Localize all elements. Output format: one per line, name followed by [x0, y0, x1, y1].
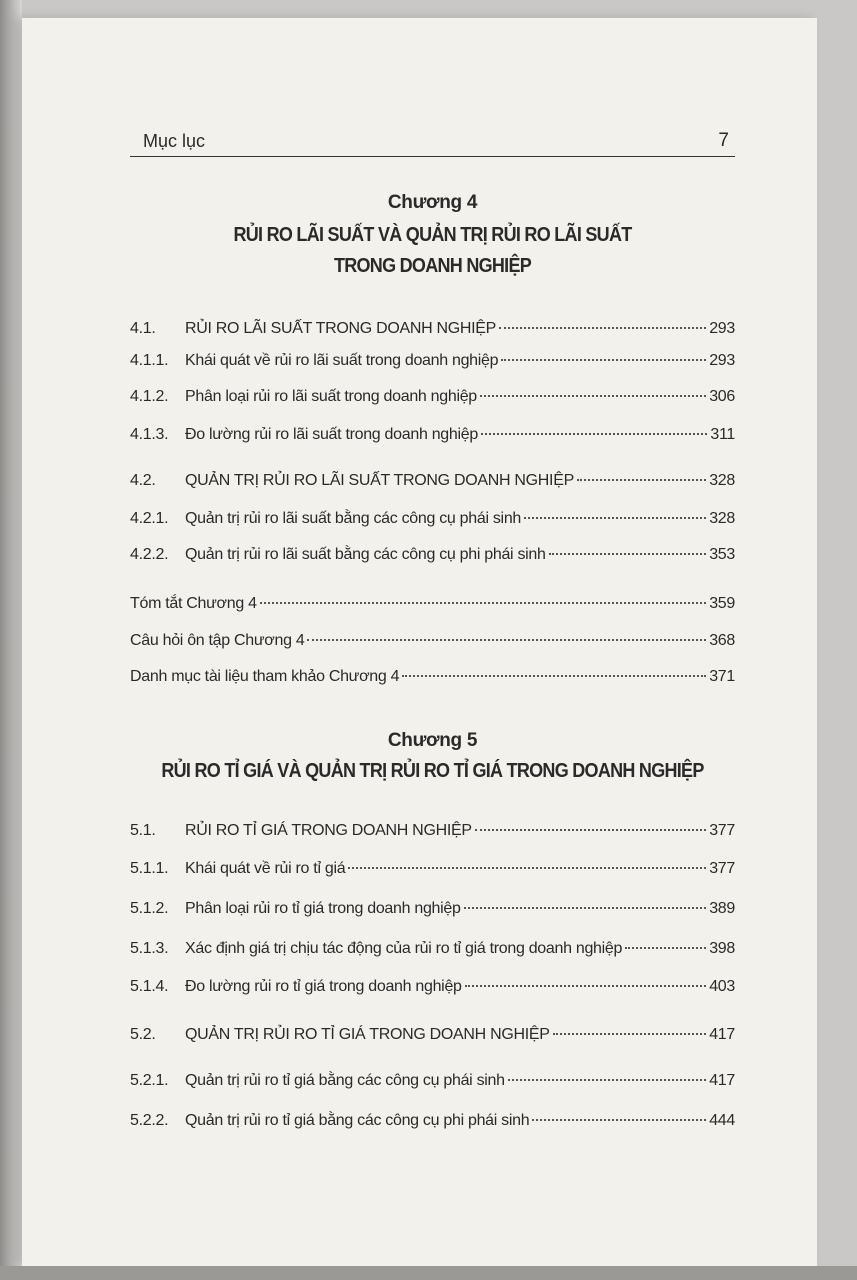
toc-entry	[130, 595, 735, 617]
toc-entry-title: Phân loại rủi ro tỉ giá trong doanh nghiệp	[185, 900, 461, 917]
toc-entry-title: Quản trị rủi ro lãi suất bằng các công cụ phái sinh	[185, 510, 522, 527]
toc-entry	[130, 940, 735, 962]
dot-leader	[508, 1079, 706, 1081]
running-header	[130, 118, 735, 157]
dot-leader	[475, 829, 706, 831]
toc-entry-page: 293	[709, 320, 735, 337]
toc-entry-page: 353	[709, 546, 735, 563]
toc-entry-page: 403	[709, 978, 735, 995]
toc-entry-number: 4.1.3.	[130, 426, 169, 443]
toc-entry	[130, 352, 735, 374]
toc-entry-number: 4.2.2.	[130, 546, 169, 563]
toc-entry	[130, 472, 735, 494]
toc-entry	[130, 822, 735, 844]
dot-leader	[348, 867, 706, 869]
toc-entry-page: 398	[709, 940, 735, 957]
dot-leader	[501, 359, 706, 361]
toc-entry-number: 5.2.1.	[130, 1072, 169, 1089]
toc-entry-title: Quản trị rủi ro lãi suất bằng các công cụ phi phái sinh	[185, 546, 546, 563]
dot-leader	[307, 639, 706, 641]
toc-entry-title: Quản trị rủi ro tỉ giá bằng các công cụ phi phái sinh	[185, 1112, 530, 1129]
toc-entry-number: 4.1.1.	[130, 352, 169, 369]
page-number: 7	[718, 130, 729, 151]
toc-entry-page: 417	[709, 1026, 735, 1043]
toc-entry-title: Danh mục tài liệu tham khảo Chương 4	[130, 668, 400, 685]
toc-entry	[130, 978, 735, 1000]
toc-entry-number: 5.1.4.	[130, 978, 169, 995]
toc-entry-number: 5.2.	[130, 1026, 156, 1043]
toc-entry-number: 5.2.2.	[130, 1112, 169, 1129]
toc-entry-page: 306	[709, 388, 735, 405]
toc-entry	[130, 860, 735, 882]
toc-entry	[130, 900, 735, 922]
toc-entry	[130, 1112, 735, 1134]
toc-entry	[130, 668, 735, 690]
chapter-title-line: RỦI RO TỈ GIÁ VÀ QUẢN TRỊ RỦI RO TỈ GIÁ TRONG DOANH NGHIỆP	[161, 760, 704, 782]
toc-entry	[130, 1026, 735, 1048]
dot-leader	[464, 907, 707, 909]
toc-entry	[130, 632, 735, 654]
dot-leader	[480, 395, 706, 397]
toc-entry	[130, 388, 735, 410]
toc-entry-number: 4.2.1.	[130, 510, 169, 527]
toc-entry-title: RỦI RO TỈ GIÁ TRONG DOANH NGHIỆP	[185, 822, 472, 839]
toc-entry-page: 371	[709, 668, 735, 685]
background-surface	[0, 1266, 857, 1280]
toc-entry-number: 4.1.	[130, 320, 156, 337]
toc-entry	[130, 320, 735, 342]
dot-leader	[481, 433, 707, 435]
toc-entry-page: 359	[709, 595, 735, 612]
toc-entry-title: Câu hỏi ôn tập Chương 4	[130, 632, 305, 649]
toc-entry-number: 4.2.	[130, 472, 156, 489]
toc-entry-page: 293	[709, 352, 735, 369]
toc-entry	[130, 426, 735, 448]
toc-entry-page: 444	[709, 1112, 735, 1129]
toc-entry-title: Quản trị rủi ro tỉ giá bằng các công cụ phái sinh	[185, 1072, 505, 1089]
toc-entry-title: RỦI RO LÃI SUẤT TRONG DOANH NGHIỆP	[185, 320, 497, 337]
header-title: Mục lục	[143, 131, 206, 151]
book-spine-shadow	[0, 0, 22, 1280]
toc-entry-number: 4.1.2.	[130, 388, 169, 405]
toc-entry	[130, 546, 735, 568]
toc-entry-number: 5.1.	[130, 822, 156, 839]
toc-entry-number: 5.1.2.	[130, 900, 169, 917]
toc-entry-title: QUẢN TRỊ RỦI RO LÃI SUẤT TRONG DOANH NGHIỆP	[185, 472, 574, 489]
chapter-label: Chương 5	[387, 730, 478, 751]
toc-entry-title: Xác định giá trị chịu tác động của rủi ro tỉ giá trong doanh nghiệp	[185, 940, 623, 957]
toc-entry-page: 328	[709, 472, 735, 489]
toc-entry-title: Khái quát về rủi ro lãi suất trong doanh nghiệp	[185, 352, 499, 369]
toc-entry-page: 311	[710, 426, 735, 443]
dot-leader	[524, 517, 706, 519]
toc-entry-title: Phân loại rủi ro lãi suất trong doanh nghiệp	[185, 388, 477, 405]
toc-entry-title: Tóm tắt Chương 4	[130, 595, 257, 612]
toc-entry-page: 389	[709, 900, 735, 917]
dot-leader	[260, 602, 707, 604]
dot-leader	[549, 553, 707, 555]
chapter-title-line: RỦI RO LÃI SUẤT VÀ QUẢN TRỊ RỦI RO LÃI SUẤT	[233, 224, 632, 246]
dot-leader	[499, 327, 706, 329]
toc-entry-page: 417	[709, 1072, 735, 1089]
chapter-5-heading	[130, 730, 735, 787]
chapter-label: Chương 4	[387, 192, 478, 213]
dot-leader	[465, 985, 707, 987]
dot-leader	[402, 675, 706, 677]
dot-leader	[625, 947, 706, 949]
toc-entry	[130, 1072, 735, 1094]
dot-leader	[553, 1033, 707, 1035]
chapter-4-heading	[130, 192, 735, 282]
toc-entry-title: Khái quát về rủi ro tỉ giá	[185, 860, 346, 877]
toc-entry	[130, 510, 735, 532]
toc-entry-page: 368	[709, 632, 735, 649]
toc-entry-page: 328	[709, 510, 735, 527]
toc-entry-page: 377	[709, 860, 735, 877]
toc-entry-number: 5.1.3.	[130, 940, 169, 957]
toc-entry-title: Đo lường rủi ro lãi suất trong doanh nghiệp	[185, 426, 478, 443]
toc-entry-number: 5.1.1.	[130, 860, 169, 877]
toc-entry-title: Đo lường rủi ro tỉ giá trong doanh nghiệp	[185, 978, 462, 995]
toc-entry-title: QUẢN TRỊ RỦI RO TỈ GIÁ TRONG DOANH NGHIỆP	[185, 1026, 550, 1043]
toc-entry-page: 377	[709, 822, 735, 839]
dot-leader	[532, 1119, 706, 1121]
chapter-title-line: TRONG DOANH NGHIỆP	[333, 255, 532, 277]
dot-leader	[577, 479, 706, 481]
